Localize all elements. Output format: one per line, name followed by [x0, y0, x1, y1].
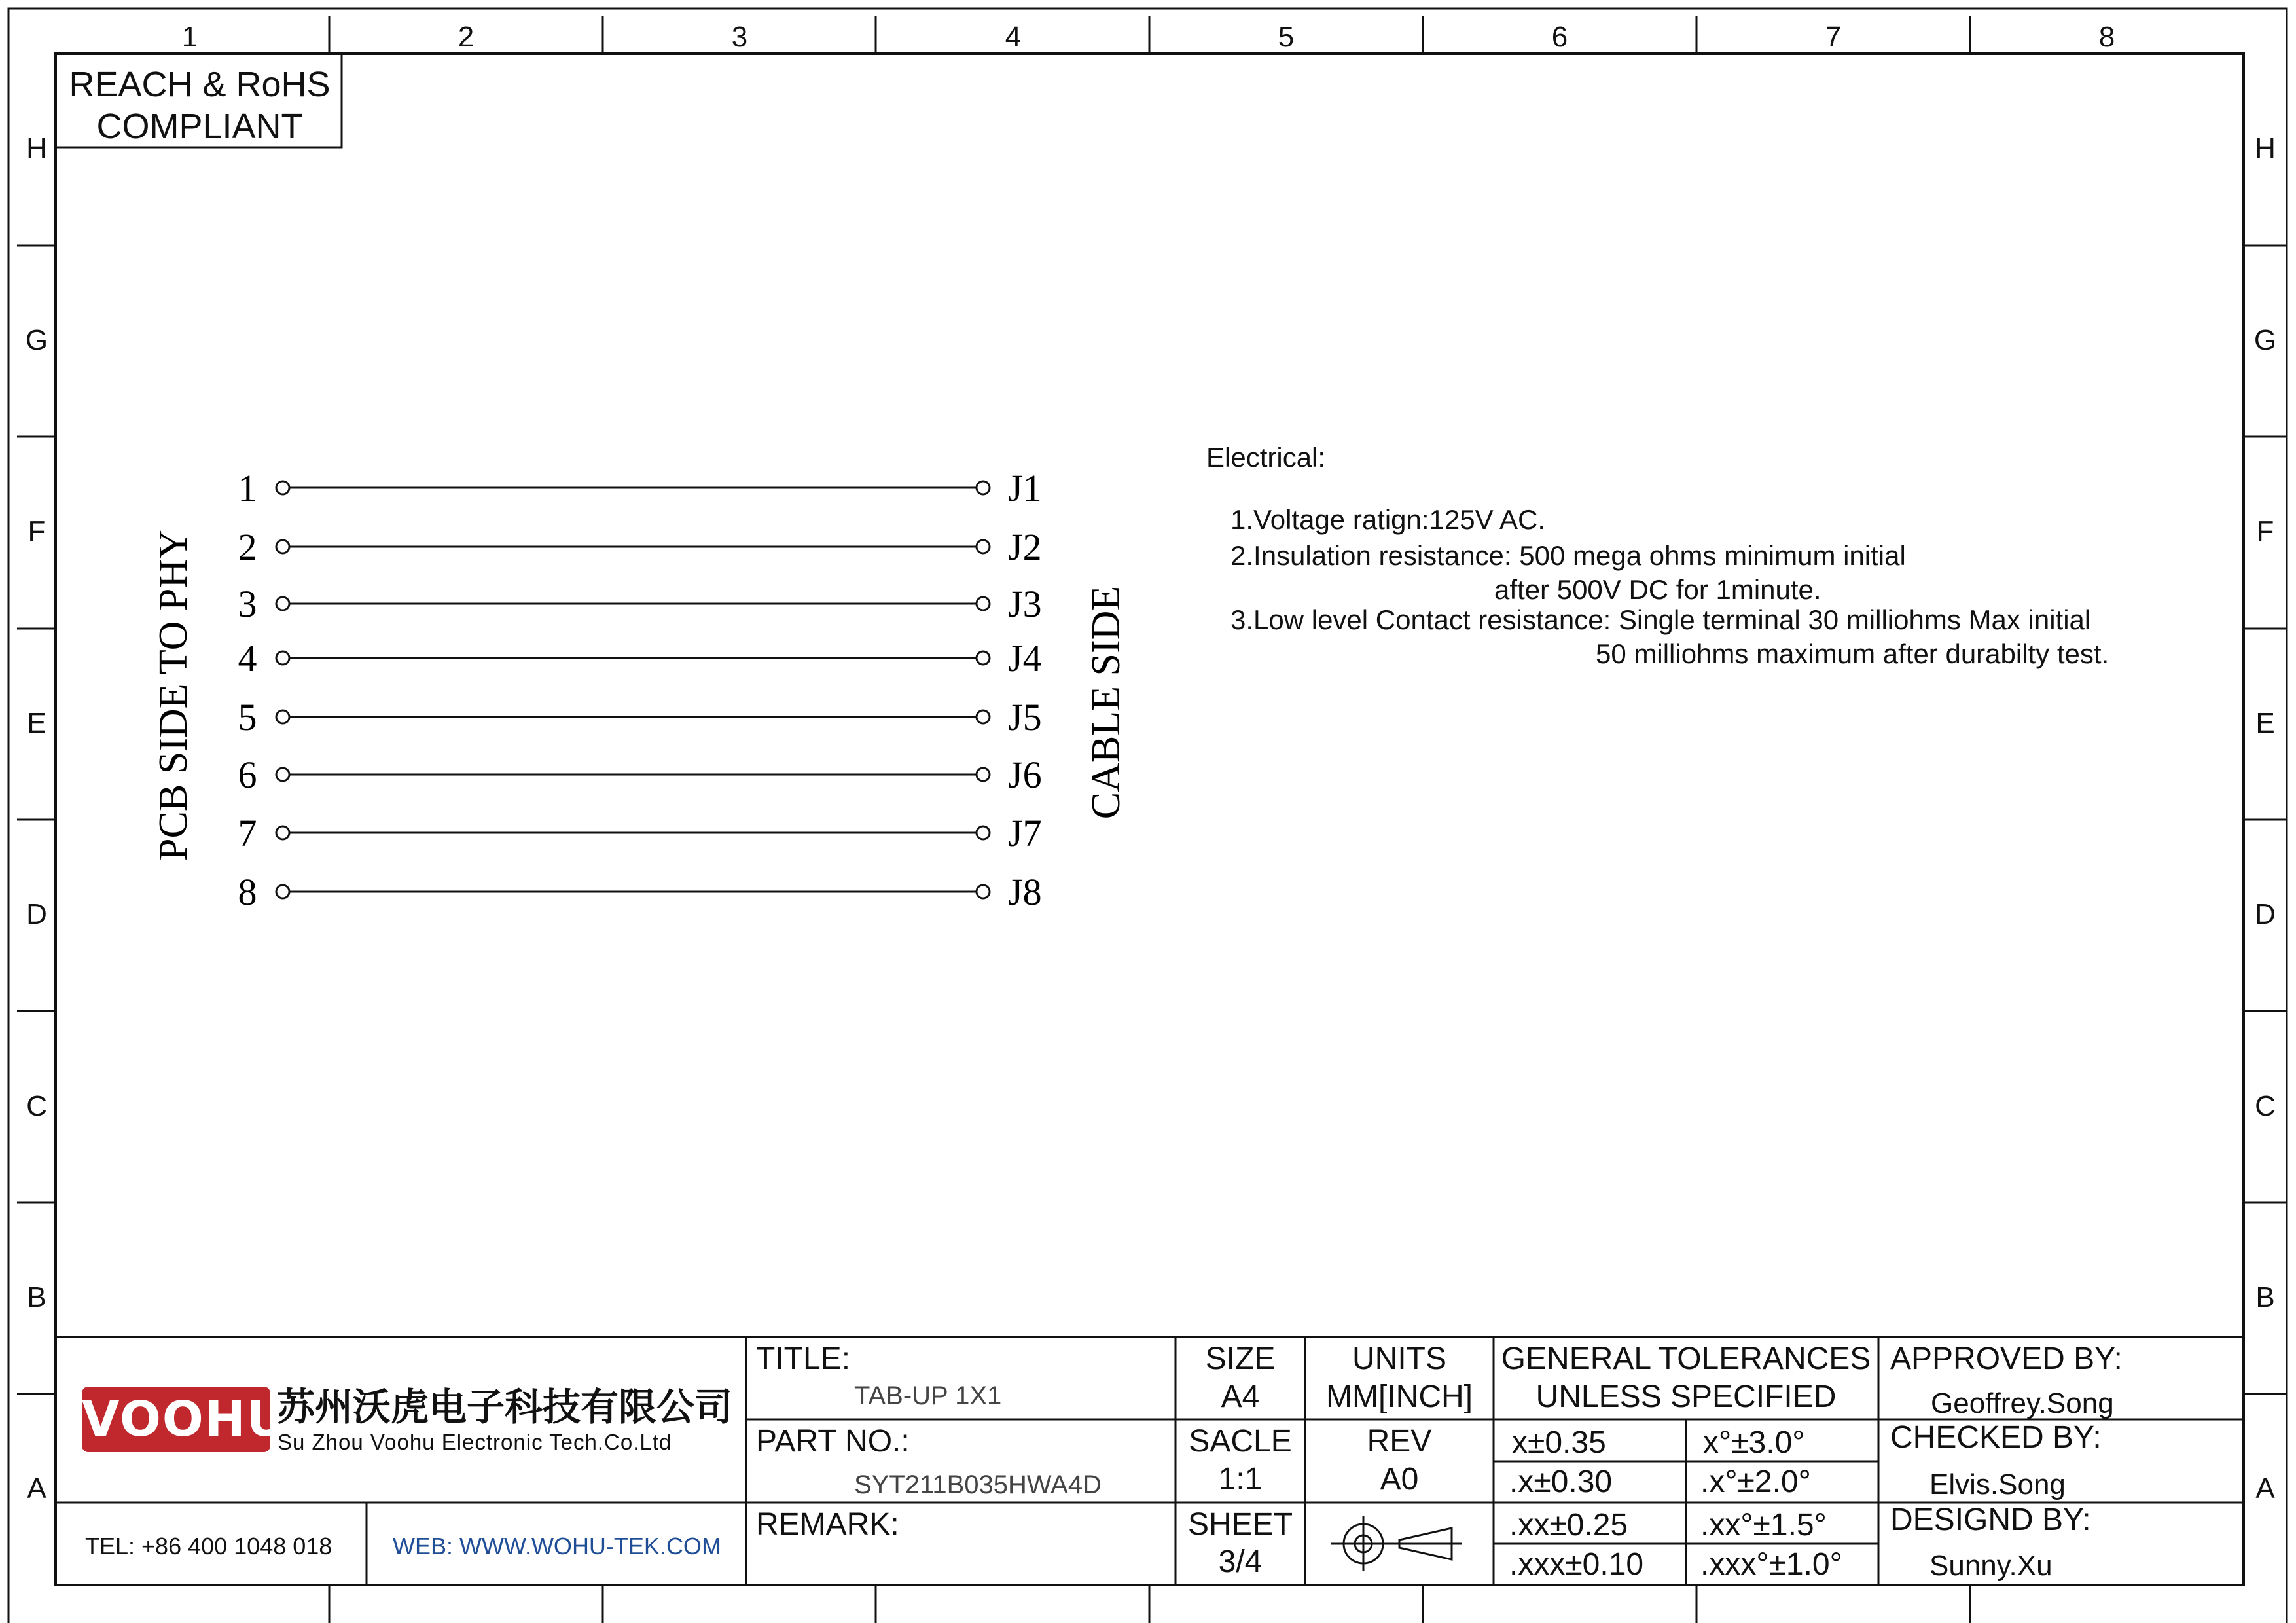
jack-pin-label: J3	[1008, 583, 1042, 625]
checked-by-value: Elvis.Song	[1929, 1468, 2066, 1501]
compliance-line-1: REACH & RoHS	[69, 65, 331, 104]
pin-terminal	[276, 481, 289, 494]
pin-terminal	[276, 768, 289, 781]
title-value: TAB-UP 1X1	[854, 1381, 1002, 1410]
electrical-note: after 500V DC for 1minute.	[1494, 574, 1821, 605]
row-label: C	[2255, 1090, 2276, 1122]
pin-terminal	[276, 826, 289, 839]
revision-value: A0	[1380, 1462, 1419, 1497]
scale-label: SACLE	[1189, 1424, 1292, 1459]
website-link[interactable]: WEB: WWW.WOHU-TEK.COM	[393, 1533, 721, 1559]
pin-terminal	[977, 768, 990, 781]
row-label: E	[2255, 707, 2275, 739]
row-label: G	[25, 324, 48, 356]
row-label: A	[27, 1472, 46, 1504]
jack-pin-label: J6	[1008, 754, 1042, 796]
pin-terminal	[977, 885, 990, 898]
approved-by-value: Geoffrey.Song	[1931, 1387, 2114, 1419]
scale-value: 1:1	[1218, 1462, 1263, 1497]
electrical-heading: Electrical:	[1206, 442, 1326, 473]
pin-terminal	[276, 597, 289, 610]
sheet-label: SHEET	[1187, 1507, 1293, 1542]
checked-by-label: CHECKED BY:	[1890, 1420, 2102, 1455]
jack-pin-label: J7	[1008, 812, 1042, 854]
part-number-value: SYT211B035HWA4D	[854, 1470, 1102, 1499]
title-label: TITLE:	[756, 1341, 851, 1376]
tolerance-angular: .x°±2.0°	[1700, 1465, 1811, 1499]
jack-pin-label: J8	[1008, 871, 1042, 913]
jack-pin-label: J2	[1008, 526, 1042, 568]
approved-by-label: APPROVED BY:	[1890, 1341, 2123, 1376]
pin-terminal	[977, 826, 990, 839]
column-label: 3	[731, 21, 748, 53]
revision-label: REV	[1367, 1424, 1432, 1459]
pin-number-label: 6	[238, 754, 257, 796]
logo-text: VOOHU	[82, 1391, 287, 1448]
jack-pin-label: J5	[1008, 696, 1042, 739]
column-label: 6	[1551, 21, 1568, 53]
units-label: UNITS	[1352, 1341, 1446, 1376]
row-label: B	[2255, 1281, 2275, 1313]
pin-terminal	[977, 540, 990, 553]
size-value: A4	[1221, 1379, 1260, 1414]
tolerance-linear: .xxx±0.10	[1509, 1547, 1644, 1582]
row-label: D	[26, 898, 47, 930]
jack-pin-label: J4	[1008, 637, 1042, 680]
column-label: 5	[1278, 21, 1295, 53]
company-name-en: Su Zhou Voohu Electronic Tech.Co.Ltd	[278, 1430, 672, 1454]
pin-number-label: 5	[238, 696, 257, 739]
pin-number-label: 1	[238, 467, 257, 509]
telephone: TEL: +86 400 1048 018	[85, 1533, 332, 1559]
column-label: 2	[457, 21, 475, 53]
electrical-note: 2.Insulation resistance: 500 mega ohms minimum initial	[1230, 540, 1906, 571]
tolerance-heading-2: UNLESS SPECIFIED	[1535, 1379, 1837, 1414]
projection-symbol-icon	[1321, 1511, 1478, 1577]
sheet-value: 3/4	[1218, 1544, 1263, 1579]
row-label: E	[27, 707, 46, 739]
tolerance-heading-1: GENERAL TOLERANCES	[1501, 1341, 1871, 1376]
electrical-note: 1.Voltage ratign:125V AC.	[1230, 504, 1546, 535]
pin-terminal	[977, 651, 990, 665]
tolerance-angular: x°±3.0°	[1703, 1425, 1805, 1460]
pin-terminal	[276, 651, 289, 665]
company-logo	[82, 1387, 287, 1452]
cable-side-label: CABLE SIDE	[1084, 585, 1128, 820]
pin-number-label: 8	[238, 871, 257, 913]
row-label: G	[2253, 324, 2277, 356]
row-label: A	[2255, 1472, 2275, 1504]
pin-terminal	[276, 885, 289, 898]
tolerance-linear: .xx±0.25	[1509, 1508, 1628, 1542]
designed-by-value: Sunny.Xu	[1929, 1550, 2053, 1582]
pin-number-label: 3	[238, 583, 257, 625]
row-label: B	[27, 1281, 46, 1313]
row-label: H	[2255, 132, 2276, 164]
pcb-side-label: PCB SIDE TO PHY	[151, 530, 196, 861]
pin-terminal	[977, 481, 990, 494]
jack-pin-label: J1	[1008, 467, 1042, 509]
tolerance-linear: x±0.35	[1512, 1425, 1606, 1460]
pin-number-label: 7	[238, 812, 257, 854]
electrical-note: 50 milliohms maximum after durabilty test.	[1596, 638, 2109, 669]
tolerance-angular: .xxx°±1.0°	[1700, 1547, 1842, 1582]
row-label: F	[27, 515, 46, 547]
column-label: 8	[2098, 21, 2115, 53]
pin-number-label: 2	[238, 526, 257, 568]
tolerance-angular: .xx°±1.5°	[1700, 1508, 1827, 1542]
row-label: H	[26, 132, 47, 164]
designed-by-label: DESIGND BY:	[1890, 1503, 2091, 1537]
electrical-note: 3.Low level Contact resistance: Single terminal 30 milliohms Max initial	[1230, 604, 2091, 635]
remark-label: REMARK:	[756, 1507, 899, 1542]
column-label: 1	[181, 21, 198, 53]
pin-number-label: 4	[238, 637, 257, 680]
compliance-line-2: COMPLIANT	[96, 107, 303, 146]
row-label: C	[26, 1090, 47, 1122]
tolerance-linear: .x±0.30	[1509, 1465, 1613, 1499]
size-label: SIZE	[1205, 1341, 1276, 1376]
pin-terminal	[276, 710, 289, 723]
column-label: 7	[1825, 21, 1842, 53]
pin-terminal	[977, 597, 990, 610]
pin-terminal	[977, 710, 990, 723]
row-label: D	[2255, 898, 2276, 930]
units-value: MM[INCH]	[1326, 1379, 1473, 1414]
pin-terminal	[276, 540, 289, 553]
company-name-cn: 苏州沃虎电子科技有限公司	[277, 1385, 733, 1429]
part-number-label: PART NO.:	[756, 1424, 910, 1459]
row-label: F	[2256, 515, 2274, 547]
column-label: 4	[1005, 21, 1022, 53]
